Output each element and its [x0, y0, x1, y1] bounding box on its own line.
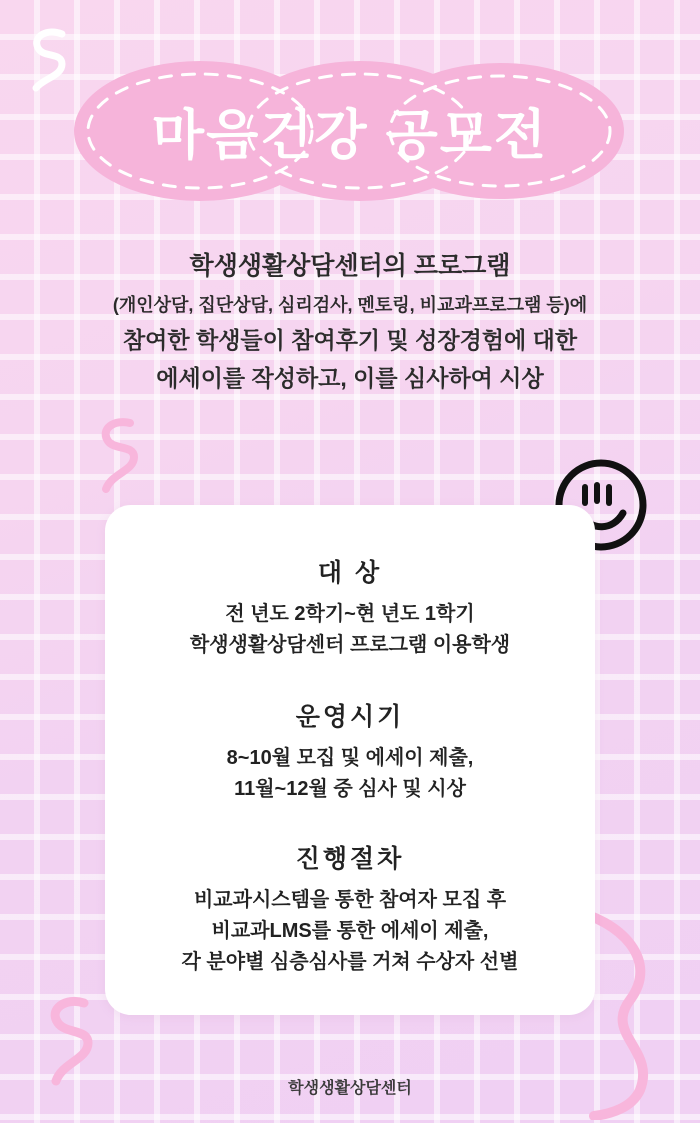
section-schedule-line-1: 8~10월 모집 및 에세이 제출, [226, 747, 474, 769]
section-target-line-1: 전 년도 2학기~현 년도 1학기 [225, 603, 475, 625]
section-target-line-2: 학생생활상담센터 프로그램 이용학생 [189, 634, 511, 656]
section-procedure-line-3: 각 분야별 심층심사를 거쳐 수상자 선별 [181, 951, 519, 973]
intro-line-4: 에세이를 작성하고, 이를 심사하여 시상 [156, 364, 544, 391]
section-schedule [105, 697, 595, 805]
title-blob [70, 56, 630, 206]
section-procedure-title: 진행절차 [295, 845, 405, 873]
intro-line-2: (개인상담, 집단상담, 심리검사, 멘토링, 비교과프로그램 등)에 [112, 295, 588, 316]
section-target [105, 553, 595, 661]
info-card [105, 505, 595, 1015]
intro-line-3: 참여한 학생들이 참여후기 및 성장경험에 대한 [122, 327, 578, 354]
squiggle-mid-left-icon [94, 415, 154, 505]
page-title: 마음건강 공모전 [151, 105, 549, 166]
footer-organization: 학생생활상담센터 [288, 1080, 412, 1097]
intro-line-1: 학생생활상담센터의 프로그램 [189, 252, 511, 280]
section-target-title: 대 상 [317, 559, 383, 587]
section-schedule-title: 운영시기 [295, 703, 405, 731]
section-schedule-line-2: 11월~12월 중 심사 및 시상 [234, 778, 466, 800]
section-procedure-line-1: 비교과시스템을 통한 참여자 모집 후 [193, 889, 507, 911]
section-procedure [105, 839, 595, 978]
intro-block [0, 248, 700, 395]
section-procedure-line-2: 비교과LMS를 통한 에세이 제출, [211, 920, 489, 942]
